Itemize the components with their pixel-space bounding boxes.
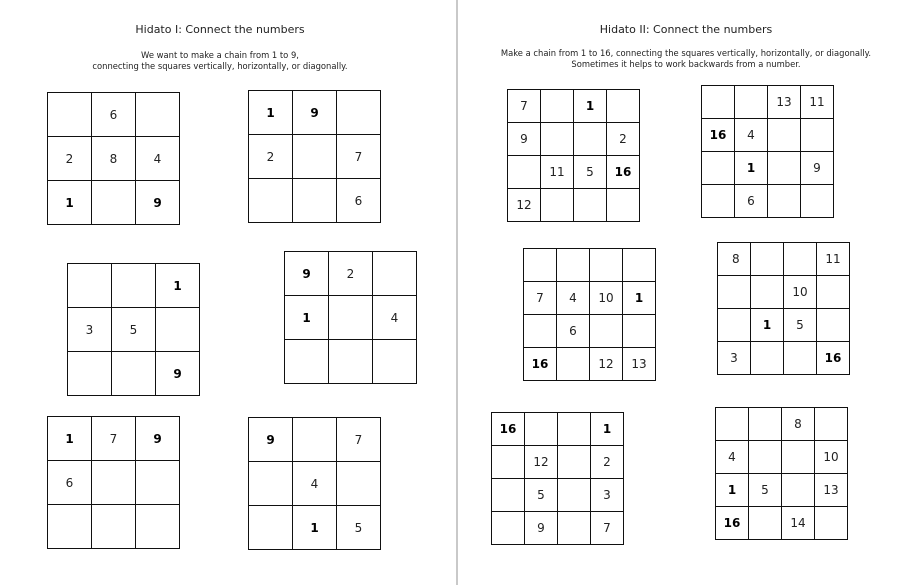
left-title: Hidato I: Connect the numbers — [135, 23, 305, 36]
grid-cell: 4 — [136, 137, 180, 181]
grid-cell: 1 — [249, 91, 293, 135]
grid-cell — [136, 505, 180, 549]
hidato-puzzle-10 — [717, 242, 850, 375]
grid-cell — [329, 296, 373, 340]
grid-cell — [817, 309, 850, 342]
grid-cell: 12 — [590, 348, 623, 381]
grid-cell: 6 — [557, 315, 590, 348]
grid-cell — [718, 276, 751, 309]
grid-cell: 11 — [817, 243, 850, 276]
grid-cell: 1 — [48, 181, 92, 225]
grid-cell: 3 — [718, 342, 751, 375]
grid-cell — [782, 441, 815, 474]
grid-cell — [590, 249, 623, 282]
grid-cell — [293, 179, 337, 223]
grid-cell: 16 — [607, 156, 640, 189]
grid-cell: 9 — [136, 181, 180, 225]
grid-cell — [768, 185, 801, 218]
hidato-puzzle-4 — [284, 251, 417, 384]
grid-cell: 5 — [749, 474, 782, 507]
grid-cell: 13 — [623, 348, 656, 381]
grid-cell: 2 — [329, 252, 373, 296]
grid-cell: 4 — [557, 282, 590, 315]
grid-cell — [492, 479, 525, 512]
grid-cell: 7 — [508, 90, 541, 123]
grid-cell: 12 — [508, 189, 541, 222]
grid-cell: 6 — [48, 461, 92, 505]
grid-cell: 7 — [337, 418, 381, 462]
grid-cell — [557, 348, 590, 381]
grid-cell — [524, 315, 557, 348]
grid-cell: 1 — [293, 506, 337, 550]
grid-cell: 9 — [801, 152, 834, 185]
grid-cell — [249, 179, 293, 223]
grid-cell — [492, 446, 525, 479]
grid-cell: 8 — [92, 137, 136, 181]
grid-cell — [68, 352, 112, 396]
grid-cell: 9 — [285, 252, 329, 296]
grid-cell — [293, 135, 337, 179]
grid-cell — [249, 506, 293, 550]
grid-cell: 1 — [623, 282, 656, 315]
grid-cell: 3 — [591, 479, 624, 512]
hidato-puzzle-2 — [248, 90, 381, 223]
grid-cell: 14 — [782, 507, 815, 540]
grid-cell: 11 — [541, 156, 574, 189]
grid-cell: 1 — [285, 296, 329, 340]
grid-cell — [92, 505, 136, 549]
grid-cell — [337, 462, 381, 506]
grid-cell: 6 — [337, 179, 381, 223]
grid-cell — [48, 93, 92, 137]
grid-cell — [329, 340, 373, 384]
grid-cell — [293, 418, 337, 462]
hidato-puzzle-12 — [715, 407, 848, 540]
grid-cell — [112, 352, 156, 396]
grid-cell — [749, 441, 782, 474]
grid-cell — [768, 152, 801, 185]
grid-cell — [249, 462, 293, 506]
grid-cell: 9 — [249, 418, 293, 462]
grid-cell — [92, 461, 136, 505]
grid-cell: 1 — [716, 474, 749, 507]
left-instructions-line-1: We want to make a chain from 1 to 9, — [141, 50, 299, 60]
grid-cell: 4 — [293, 462, 337, 506]
grid-cell — [112, 264, 156, 308]
grid-cell — [768, 119, 801, 152]
grid-cell — [373, 340, 417, 384]
grid-cell: 9 — [136, 417, 180, 461]
hidato-puzzle-9 — [523, 248, 656, 381]
grid-cell — [541, 189, 574, 222]
grid-cell: 2 — [591, 446, 624, 479]
grid-cell — [749, 507, 782, 540]
grid-cell: 10 — [815, 441, 848, 474]
left-instructions-line-2: connecting the squares vertically, horizontally, or diagonally. — [92, 61, 348, 71]
grid-cell: 8 — [718, 243, 751, 276]
grid-cell — [801, 119, 834, 152]
grid-cell: 4 — [735, 119, 768, 152]
hidato-puzzle-5 — [47, 416, 180, 549]
grid-cell — [136, 93, 180, 137]
hidato-puzzle-8 — [701, 85, 834, 218]
right-instructions-line-2: Sometimes it helps to work backwards from a number. — [571, 59, 801, 69]
hidato-puzzle-7 — [507, 89, 640, 222]
grid-cell — [784, 243, 817, 276]
grid-cell: 4 — [373, 296, 417, 340]
grid-cell — [607, 189, 640, 222]
grid-cell — [815, 507, 848, 540]
grid-cell — [524, 249, 557, 282]
grid-cell — [718, 309, 751, 342]
grid-cell: 10 — [590, 282, 623, 315]
grid-cell — [815, 408, 848, 441]
grid-cell — [68, 264, 112, 308]
grid-cell: 2 — [249, 135, 293, 179]
grid-cell: 5 — [337, 506, 381, 550]
grid-cell: 6 — [735, 185, 768, 218]
grid-cell: 7 — [524, 282, 557, 315]
grid-cell: 5 — [525, 479, 558, 512]
grid-cell — [557, 249, 590, 282]
hidato-puzzle-1 — [47, 92, 180, 225]
grid-cell — [156, 308, 200, 352]
grid-cell: 1 — [574, 90, 607, 123]
grid-cell: 1 — [735, 152, 768, 185]
page-divider — [456, 0, 458, 585]
grid-cell — [623, 315, 656, 348]
grid-cell: 3 — [68, 308, 112, 352]
grid-cell: 5 — [784, 309, 817, 342]
grid-cell: 5 — [112, 308, 156, 352]
grid-cell — [92, 181, 136, 225]
right-instructions-line-1: Make a chain from 1 to 16, connecting the squares vertically, horizontally, or diagonally. — [500, 48, 872, 58]
grid-cell — [574, 123, 607, 156]
grid-cell: 12 — [525, 446, 558, 479]
grid-cell — [558, 512, 591, 545]
grid-cell — [735, 86, 768, 119]
grid-cell: 9 — [156, 352, 200, 396]
grid-cell: 10 — [784, 276, 817, 309]
grid-cell: 6 — [92, 93, 136, 137]
grid-cell: 2 — [607, 123, 640, 156]
grid-cell: 7 — [337, 135, 381, 179]
grid-cell — [541, 123, 574, 156]
grid-cell — [558, 413, 591, 446]
grid-cell — [541, 90, 574, 123]
grid-cell: 16 — [702, 119, 735, 152]
grid-cell — [285, 340, 329, 384]
grid-cell: 9 — [293, 91, 337, 135]
grid-cell: 11 — [801, 86, 834, 119]
grid-cell — [716, 408, 749, 441]
grid-cell — [48, 505, 92, 549]
hidato-puzzle-3 — [67, 263, 200, 396]
grid-cell: 8 — [782, 408, 815, 441]
grid-cell — [702, 86, 735, 119]
grid-cell — [492, 512, 525, 545]
grid-cell: 13 — [768, 86, 801, 119]
grid-cell — [574, 189, 607, 222]
grid-cell: 1 — [156, 264, 200, 308]
grid-cell — [782, 474, 815, 507]
hidato-puzzle-11 — [491, 412, 624, 545]
grid-cell — [508, 156, 541, 189]
grid-cell: 16 — [716, 507, 749, 540]
grid-cell: 1 — [591, 413, 624, 446]
grid-cell — [751, 342, 784, 375]
grid-cell: 16 — [524, 348, 557, 381]
grid-cell — [558, 446, 591, 479]
grid-cell: 7 — [92, 417, 136, 461]
grid-cell — [590, 315, 623, 348]
grid-cell: 9 — [508, 123, 541, 156]
grid-cell: 7 — [591, 512, 624, 545]
grid-cell — [801, 185, 834, 218]
grid-cell: 4 — [716, 441, 749, 474]
grid-cell — [702, 185, 735, 218]
grid-cell: 16 — [817, 342, 850, 375]
grid-cell: 9 — [525, 512, 558, 545]
grid-cell — [817, 276, 850, 309]
grid-cell — [373, 252, 417, 296]
grid-cell — [623, 249, 656, 282]
grid-cell — [136, 461, 180, 505]
grid-cell — [525, 413, 558, 446]
grid-cell — [558, 479, 591, 512]
grid-cell: 5 — [574, 156, 607, 189]
grid-cell — [751, 243, 784, 276]
grid-cell — [749, 408, 782, 441]
grid-cell — [784, 342, 817, 375]
grid-cell: 13 — [815, 474, 848, 507]
right-title: Hidato II: Connect the numbers — [599, 23, 773, 36]
grid-cell — [607, 90, 640, 123]
grid-cell — [337, 91, 381, 135]
grid-cell: 1 — [48, 417, 92, 461]
hidato-puzzle-6 — [248, 417, 381, 550]
grid-cell: 16 — [492, 413, 525, 446]
grid-cell — [702, 152, 735, 185]
grid-cell: 1 — [751, 309, 784, 342]
grid-cell: 2 — [48, 137, 92, 181]
grid-cell — [751, 276, 784, 309]
